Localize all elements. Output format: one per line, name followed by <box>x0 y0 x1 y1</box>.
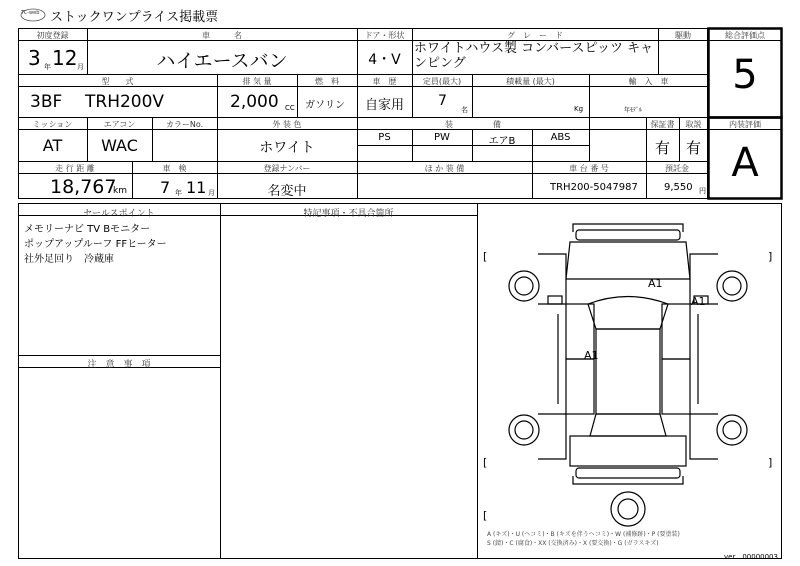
label-aircon: エアコン <box>103 120 136 129</box>
label-color-no: カラーNo. <box>165 120 204 129</box>
list-item: ポップアップルーフ FFヒーター <box>24 239 167 250</box>
equip-abs: ABS <box>550 132 571 143</box>
unit-persons: 名 <box>461 106 468 114</box>
label-mission: ミッション <box>32 120 73 129</box>
capacity: 7 <box>438 93 447 109</box>
car-name: ハイエースバン <box>156 50 288 72</box>
inspection-month: 11 <box>186 178 207 197</box>
label-warranty: 保証書 <box>650 120 675 129</box>
equip-ps: PS <box>378 132 391 143</box>
chassis-no: TRH200-5047987 <box>550 182 638 193</box>
label-car-history: 車 歴 <box>372 77 397 86</box>
unit-km: km <box>113 186 127 196</box>
label-other-equipment: ほ か 装 備 <box>424 164 465 173</box>
label-overall-score: 総合評価点 <box>725 31 765 40</box>
label-load-capacity: 積載量 (最大) <box>506 77 555 86</box>
unit-year: 年 <box>44 63 51 71</box>
label-fuel: 燃 料 <box>315 77 339 86</box>
vehicle-damage-diagram <box>478 204 781 558</box>
car-history: 自家用 <box>364 98 404 113</box>
reg-number: 名変中 <box>267 184 307 199</box>
model-prefix: 3BF <box>30 92 63 112</box>
label-manual: 取説 <box>685 120 702 129</box>
label-displacement: 排 気 量 <box>242 77 272 86</box>
inspection-year: 7 <box>160 178 171 197</box>
sales-points-list <box>24 222 167 267</box>
fuel: ガソリン <box>305 100 345 111</box>
label-interior-score: 内装評価 <box>729 120 761 129</box>
mission: AT <box>42 136 63 155</box>
label-sales-points: セールスポイント <box>83 209 155 219</box>
label-exterior-color: 外 装 色 <box>272 120 302 129</box>
label-first-reg: 初度登録 <box>36 31 69 40</box>
page-title: ストックワンプライス掲載票 <box>50 10 219 25</box>
label-capacity: 定員(最大) <box>422 77 462 86</box>
label-mileage: 走 行 距 離 <box>55 164 95 173</box>
first-reg-month: 12 <box>52 46 78 70</box>
mileage: 18,767 <box>50 176 117 198</box>
grade: ホワイトハウス製 コンバースピッツ キャンピング <box>414 41 654 71</box>
legend-line-1: A (キズ)・U (ヘコミ)・B (キズを伴うヘコミ)・W (補修跡)・P (要塗装) <box>487 531 680 538</box>
damage-mark: A1 <box>691 295 706 308</box>
label-reg-number: 登録ナンバー <box>263 164 311 173</box>
unit-cc: CC <box>285 104 295 112</box>
label-door-shape: ドア・形状 <box>364 31 405 40</box>
damage-mark: A1 <box>584 349 599 362</box>
label-inspection: 車 検 <box>162 164 187 173</box>
unit-insp-month: 月 <box>208 189 215 197</box>
manual: 有 <box>685 139 701 157</box>
model: TRH200V <box>85 92 165 112</box>
exterior-color: ホワイト <box>259 140 315 156</box>
unit-month: 月 <box>77 63 84 71</box>
interior-score: A <box>731 140 759 186</box>
unit-kg: Kg <box>574 105 584 113</box>
warranty: 有 <box>654 139 670 157</box>
label-car-name: 車 名 <box>202 31 242 40</box>
label-model: 型 式 <box>101 77 134 86</box>
label-equipment: 装 備 <box>445 120 501 129</box>
deposit: 9,550 <box>664 182 693 193</box>
logo-text: TC-web <box>21 10 40 16</box>
damage-mark: A1 <box>648 277 663 290</box>
label-grade: グ レ ー ド <box>507 31 563 40</box>
bracket-left-bottom: [ <box>483 456 488 469</box>
unit-model-year: 年ﾓﾃﾞﾙ <box>624 107 643 114</box>
bracket-right-bottom: ] <box>768 456 773 469</box>
equip-pw: PW <box>434 132 450 143</box>
overall-score: 5 <box>732 52 758 98</box>
label-deposit: 預託金 <box>665 164 689 173</box>
unit-insp-year: 年 <box>175 189 182 197</box>
equip-airbag: エアB <box>488 136 516 147</box>
label-import: 輸 入 車 <box>628 77 669 86</box>
door-shape: 4・V <box>368 52 401 68</box>
list-item: 社外足回り 冷蔵庫 <box>24 254 114 265</box>
bracket-left-spare: [ <box>483 509 488 522</box>
unit-yen: 円 <box>699 187 706 195</box>
first-reg-year: 3 <box>28 46 41 70</box>
list-item: メモリーナビ TV Bモニター <box>24 224 151 235</box>
version: ver 00000003 <box>724 553 778 561</box>
aircon: WAC <box>101 136 138 155</box>
legend-line-2: S (錆)・C (腐食)・XX (交換済み)・X (要交換)・G (ガラスキズ) <box>487 540 659 547</box>
label-notes: 特記事項・不具合箇所 <box>303 209 394 219</box>
bracket-right-top: ] <box>768 250 773 263</box>
bracket-left-top: [ <box>483 250 488 263</box>
label-caution: 注 意 事 項 <box>87 360 151 370</box>
label-chassis-no: 車 台 番 号 <box>569 164 609 173</box>
displacement: 2,000 <box>230 92 279 112</box>
label-drive: 駆動 <box>675 31 691 40</box>
